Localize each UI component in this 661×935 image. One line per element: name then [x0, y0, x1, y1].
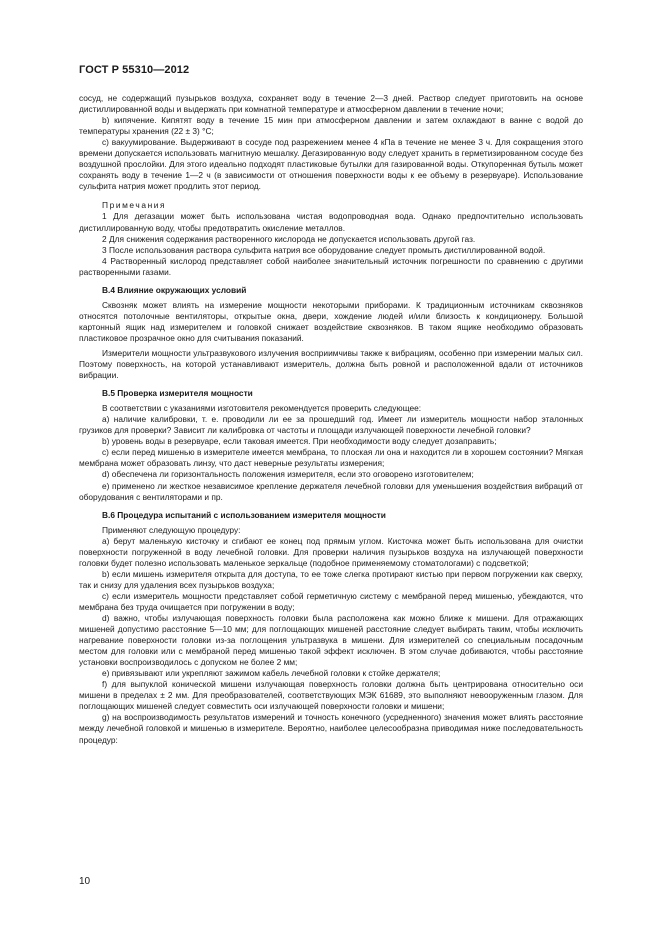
section-title-b4: В.4 Влияние окружающих условий: [102, 284, 247, 295]
list-item: f) для выпуклой конической мишени излучающая поверхность головки должна быть центрирована относительно оси мишени в пределах ± 2 мм. Для преобразователей, соответствующих МЭК 61689, это выполняют невооруженным глазом. Для поглощающих мишеней следует совместить оси излучающей поверхности головки и мишени;: [79, 679, 583, 712]
paragraph: Применяют следующую процедуру:: [102, 524, 241, 535]
paragraph: сосуд, не содержащий пузырьков воздуха, сохраняет воду в течение 2—3 дней. Раствор следует приготовить на основе дистиллированной воды и выдержать при комнатной температуре и атмосферном давлении в течение ночи;: [79, 93, 583, 115]
note-item: 2 Для снижения содержания растворенного кислорода не допускается использовать другой газ.: [102, 233, 476, 244]
note-item: 3 После использования раствора сульфита натрия все оборудование следует промыть дистиллированной водой.: [102, 244, 546, 255]
list-item: d) обеспечена ли горизонтальность положения измерителя, если это оговорено изготовителем;: [102, 469, 474, 480]
document-header: ГОСТ Р 55310—2012: [79, 64, 190, 76]
paragraph: Сквозняк может влиять на измерение мощности некоторыми приборами. К традиционным источникам сквозняков относятся потолочные вентиляторы, открытые окна, двери, хождение людей и/или близость к кондиционеру. Большой картонный ящик над измерителем и головкой снижает воздействие сквозняков. В таком ящике необходимо образовать пластиковое прозрачное окно для считывания показаний.: [79, 299, 583, 343]
list-item: a) наличие калибровки, т. е. проводили ли ее за прошедший год. Имеет ли измеритель мощности набор эталонных грузиков для проверки? Зависит ли калибровка от частоты и площади излучающей поверхности лечебной головки?: [79, 414, 583, 436]
list-item: g) на воспроизводимость результатов измерений и точность конечного (усредненного) значения может влиять расстояние между лечебной головкой и мишенью в измерителе. Вероятно, наиболее целесообразна приводимая ниже последовательность процедур:: [79, 712, 583, 745]
paragraph: Измерители мощности ультразвукового излучения восприимчивы также к вибрациям, особенно при измерении малых сил. Поэтому поверхность, на которой устанавливают измеритель, должна быть ровной и расположенной вдали от источников вибрации.: [79, 347, 583, 381]
section-title-b6: В.6 Процедура испытаний с использованием измерителя мощности: [102, 509, 386, 520]
note-item: 4 Растворенный кислород представляет собой наиболее значительный источник погрешности по сравнению с другими растворенными газами.: [79, 255, 583, 277]
list-item: a) берут маленькую кисточку и сгибают ее конец под прямым углом. Кисточка может быть использована для очистки поверхности погруженной в воду лечебной головки. Для проверки наличия пузырьков воздуха на излучающей поверхности головки будет полезно использовать маленькое зеркальце (подобное применяемому стоматологами) с подсветкой;: [79, 535, 583, 568]
list-item: d) важно, чтобы излучающая поверхность головки была расположена как можно ближе к мишени. Для отражающих мишеней допустимо расстояние 5—10 мм; для поглощающих мишеней расстояние следует выбирать таким, чтобы исключить нагревание поверхности головки из-за поглощения ультразвука в мишени. Для измерителей со специальным посадочным местом для головки или с мембраной перед мишенью такой эффект исключен. В этом случае добиваются, чтобы расстояние установки воспроизводилось с допуском не более 2 мм;: [79, 613, 583, 668]
paragraph-boiling: b) кипячение. Кипятят воду в течение 15 мин при атмосферном давлении и затем охлаждают в ванне с водой до температуры хранения (22 ± 3) °С;: [79, 115, 583, 137]
list-item: e) применено ли жесткое независимое крепление держателя лечебной головки для уменьшения воздействия вибраций от оборудования с вентиляторами и пр.: [79, 480, 583, 502]
note-item: 1 Для дегазации может быть использована чистая водопроводная вода. Однако предпочтительно использовать дистиллированную воду, чтобы предотвратить окисление металлов.: [79, 211, 583, 233]
page-content: [79, 93, 583, 746]
list-item: c) если измеритель мощности представляет собой герметичную систему с мембраной перед мишенью, убеждаются, что мембрана без труда очищается при погружении в воду;: [79, 590, 583, 612]
list-item: c) если перед мишенью в измерителе имеется мембрана, то плоская ли она и находится ли в хорошем состоянии? Мягкая мембрана может образовать линзу, что даст неверные результаты измерения;: [79, 447, 583, 469]
list-item: e) привязывают или укрепляют зажимом кабель лечебной головки к стойке держателя;: [102, 668, 441, 679]
page-number: 10: [79, 876, 91, 887]
section-title-b5: В.5 Проверка измерителя мощности: [102, 388, 253, 399]
notes-title: Примечания: [102, 200, 167, 211]
list-item: b) если мишень измерителя открыта для доступа, то ее тоже слегка протирают кистью при первом погружении как сверху, так и снизу для удаления всех пузырьков воздуха;: [79, 568, 583, 590]
list-item: b) уровень воды в резервуаре, если таковая имеется. При необходимости воду следует дозаправить;: [102, 436, 497, 447]
paragraph-vacuum: c) вакуумирование. Выдерживают в сосуде под разрежением менее 4 кПа в течение не менее 3 ч. Для сокращения этого времени допускается использовать магнитную мешалку. Дегазированную воду следует хранить в герметизированном сосуде без воздушной прослойки. Для этого идеально подходят пластиковые бутылки для газированной воды. Откупоренная бутыль может сохранять воду в течение 1—2 ч (в зависимости от отношения поверхности воды к ее объему в резервуаре). Использование сульфита натрия может продлить этот период.: [79, 137, 583, 192]
paragraph: В соответствии с указаниями изготовителя рекомендуется проверить следующее:: [102, 403, 422, 414]
